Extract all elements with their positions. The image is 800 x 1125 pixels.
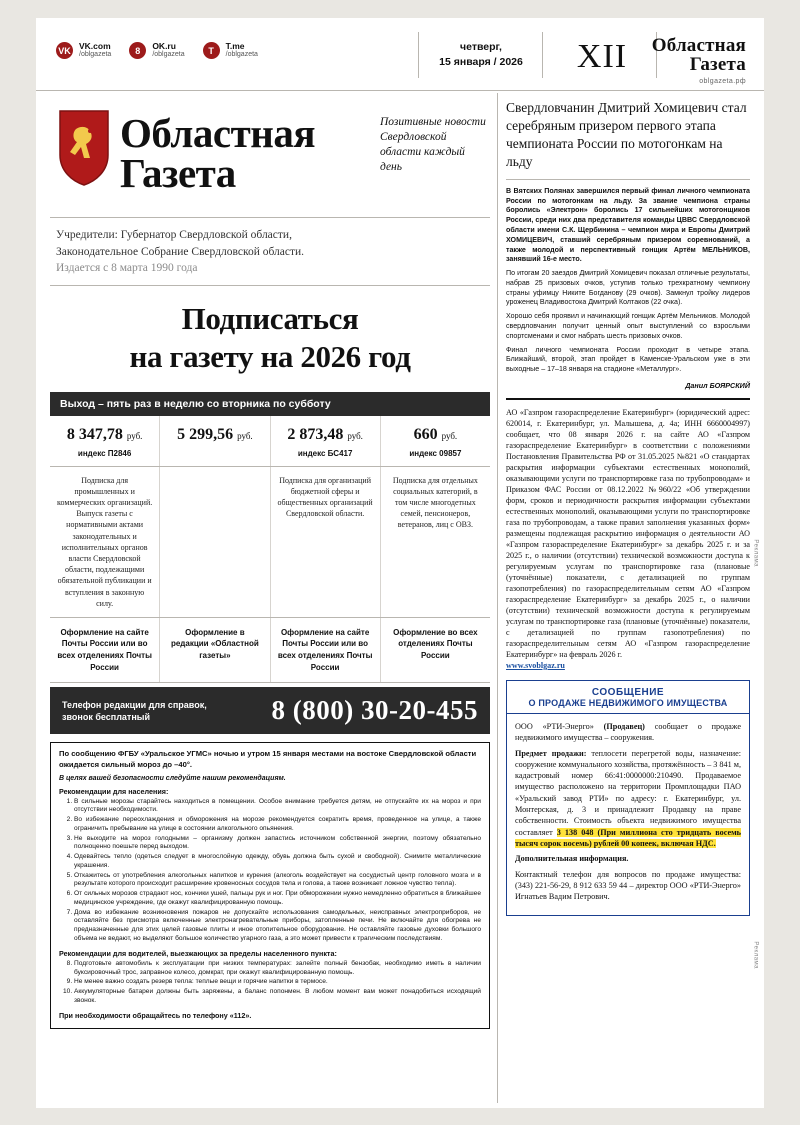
founders-block [50,218,490,283]
property-ad-intro [515,721,741,744]
divider-left [418,32,419,78]
subscription-headline [50,285,490,392]
subscription-method[interactable]: Оформление в редакции «Областной газеты» [160,618,270,682]
property-ad-seller: ООО «РТИ-Энерго» [515,721,604,731]
price-unit: руб. [347,430,363,441]
warning-item: 2. Во избежание переохлаждения и обморожения на морозе рекомендуется сократить время, проведенное на улице, а также ограничить пребывание на улице в состоянии алкогольного опьянения. [74,816,481,834]
social-handle-telegram: /oblgazeta [225,51,258,59]
editorial-phone-label [62,699,237,723]
vk-icon: VK [56,42,73,59]
social-name-ok: OK.ru [152,41,176,52]
masthead [50,97,490,218]
masthead-title-line2: Газета [120,150,236,197]
legal-link[interactable]: www.svoblgaz.ru [506,660,565,670]
property-ad-title-line1: СООБЩЕНИЕ [591,686,665,698]
masthead-title [120,110,316,197]
property-ad-contact: Контактный телефон для вопросов по продаже имущества: (343) 221-56-29, 8 912 633 59 44 – директор ООО «РТИ-Энерго» Игнатьев Вадим Петрович. [515,869,741,902]
warning-item: 5. Откажитесь от употребления алкогольных напитков и курения (алкоголь воздействует на сосудистый центр головного мозга и в результате которого происходит расширение кровеносных сосудов тела и голова, а также возникает ложное чувство тепла). [74,872,481,890]
legal-notice [506,407,750,671]
subscription-method[interactable]: Оформление на сайте Почты России или во всех отделениях Почты России [271,618,381,682]
legal-link-line [506,660,750,671]
social-links [56,42,258,59]
schedule-ribbon: Выход – пять раз в неделю со вторника по субботу [50,392,490,416]
warning-safety-note: В целях вашей безопасности следуйте нашим рекомендациям. [59,774,286,782]
warning-item: 8. Подготовьте автомобиль к эксплуатации при низких температурах: залейте полный бензобак, необходимо иметь в наличии буксировочный трос, заправное колесо, домкрат, при окажут квалифицированную помощь. [74,960,481,978]
property-ad-subject [515,748,741,850]
social-link-ok[interactable] [129,42,184,59]
page-columns [36,91,764,1108]
social-name-telegram: T.me [225,41,245,52]
property-ad-header [507,681,749,714]
warning-item: 1. В сильные морозы старайтесь находиться в помещении. Особое внимание требуется детям, не отпускайте их на мороз и при отсутствии необходимости. [74,798,481,816]
top-bar [36,18,764,91]
property-ad-extra-label: Дополнительная информация. [515,854,629,864]
article-paragraph: В Вятских Полянах завершился первый финал личного чемпионата России по мотогонкам на льду. За звание чемпиона страны боролись «Электрон» боролись 17 сильнейших мотогонщиков России, среди них два представителя команды ЦВВС Свердловской области имени С.К. Щербинина – чемпион мира и Европы Дмитрий ХОМИЦЕВИЧ, ставший серебряным призером соревнований, а также молодой и перспективный гонщик Артём МЕЛЬНИКОВ, занявший 16-е место. [506,186,750,264]
editorial-phone-label-line1: Телефон редакции для справок, [62,699,207,710]
social-link-telegram[interactable] [203,42,258,59]
price-amount: 5 299,56 [177,425,234,443]
newspaper-page [36,18,764,1108]
masthead-slogan: Позитивные новости Свердловской области каждый день [380,116,486,173]
founders-line2: Законодательное Собрание Свердловской области. [56,245,305,258]
property-ad-body [507,714,749,915]
social-link-vk[interactable] [56,42,111,59]
brand-small-line1: Областная [651,35,746,56]
ok-icon: 8 [129,42,146,59]
right-column [506,97,759,969]
warning-item: 10. Аккумуляторные батареи должны быть заряжены, а баланс попонмен. В любом момент вам может понадобиться исходящий звонок. [74,988,481,1006]
description-cell [160,467,270,617]
masthead-title-line1: Областная [120,110,316,156]
brand-site: oblgazeta.рф [699,77,746,85]
left-column [50,97,490,1029]
section-rule [506,398,750,400]
telegram-icon: T [203,42,220,59]
property-sale-ad [506,680,750,916]
editorial-phone-block [50,687,490,734]
warning-item: 6. От сильных морозов страдают нос, кончики ушей, пальцы рук и ног. При обморожении нужно немедленно обратиться в ближайшее медицинское учреждение, где окажут квалифицированную помощь. [74,890,481,908]
warning-population-list [59,798,481,944]
price-cell [381,416,490,466]
social-handle-vk: /oblgazeta [79,51,112,59]
brand-small-line2: Газета [689,54,746,76]
article-paragraph: Финал личного чемпионата России проходит в четыре этапа. Ближайший, второй, этап пройдет в Каменске-Уральском уже в эти выходные – 17–18 января на стадионе «Металлург». [506,345,750,374]
issue-number: XII [576,38,628,75]
social-name-vk: VK.com [79,41,111,52]
property-ad-seller-role: (Продавец) [603,721,645,731]
founders-line1: Учредители: Губернатор Свердловской области, [56,229,292,241]
property-ad-title-line2: О ПРОДАЖЕ НЕДВИЖИМОГО ИМУЩЕСТВА [528,697,728,708]
price-cell [50,416,160,466]
coat-of-arms-icon [56,109,112,187]
subscription-headline-line1: Подписаться [181,301,359,337]
warning-item: 7. Дома во избежание возникновения пожаров не допускайте использования самодельных, неисправных электроприборов, не оставляйте без присмотра включенные электронагревательные приборы, затопленные печи. Не включайте для обогрева не предназначенные для этих целей газовые плиты и иное отопительное оборудование. Не оставляйте газовые духовки большого объема не ведают, но выделяют большое количество угарного газа, а это может привести к трагическим последствиям. [74,909,481,944]
property-ad-subject-text: теплосети перегретой воды, назначение: сооружение коммунального хозяйства, протяжённость – 3 841 м, кадастровый номер 66:41:0000000:210490. Продаваемое имущество расположено на территории Промплощадки ПАО «Уральский завод РТИ» по адресу: г. Екатеринбург, ул. Монтерская, д. 3 и принадлежит Продавцу на праве собственности. Стоимость объекта недвижимого имущества составляет [515,748,741,837]
editorial-phone-number[interactable]: 8 (800) 30-20-455 [271,695,478,726]
article-paragraph: Хорошо себя проявил и начинающий гонщик Артём Мельников. Молодой свердловчанин получит ценный опыт выступлений со взрослыми спортсменами и смог набрать шесть призовых очков. [506,312,750,340]
subscription-methods-row [50,618,490,683]
price-index: индекс 09857 [409,448,462,458]
divider-right [542,32,543,78]
brand-small [652,36,746,85]
price-index: индекс П2846 [77,448,132,458]
price-cell [160,416,270,466]
description-row [50,467,490,618]
warning-item: 9. Не менее важно создать резерв тепла: теплые вещи и горячие напитки в термосе. [74,978,481,987]
price-amount: 660 [413,425,438,443]
founders-line3: Издается с 8 марта 1990 года [56,262,198,275]
description-cell: Подписка для промышленных и коммерческих организаций. Выпуск газеты с нормативными актами законодательных и исполнительных органов власти Свердловской области, подлежащими обязательной публикации и вступления в законную силу. [50,467,160,617]
description-cell: Подписка для отдельных социальных категорий, в том числе многодетных семей, пенсионеров, ветеранов, лиц с ОВЗ. [392,475,478,530]
column-divider [497,93,498,1103]
article-byline: Данил БОЯРСКИЙ [685,380,750,390]
price-cell [271,416,381,466]
property-ad-subject-label: Предмет продажи: [515,748,587,758]
warning-drivers-list [59,960,481,1006]
legal-paragraph [506,407,750,660]
price-unit: руб. [237,430,253,441]
property-ad-intro-rest: сообщает о продаже недвижимого имущества – сооружения. [515,721,741,743]
warning-headline: По сообщению ФГБУ «Уральское УГМС» ночью и утром 15 января местами на востоке Свердловской области ожидается сильный мороз до –40°. [59,749,477,769]
warning-population-title: Рекомендации для населения: [59,786,169,796]
issue-date-full: 15 января / 2026 [439,56,523,69]
subscription-headline-line2: на газету на 2026 год [129,338,411,374]
warning-item: 4. Одевайтесь тепло (одеться следует в многослойную одежду, обувь должна быть сухой и свободной). Снимите металлические украшения. [74,853,481,871]
issue-date-weekday: четверг, [460,41,502,53]
article-paragraph: По итогам 20 заездов Дмитрий Хомицевич показал отличные результаты, набрав 25 призовых очков, уступив только трехкратному чемпиону страны уфимцу Никите Богданову (29 очков). Замкнул тройку лидеров уроженец Владивостока Дмитрий Колтаков (22 очка). [506,269,750,307]
article-body [506,179,750,390]
price-unit: руб. [441,430,458,441]
subscription-method[interactable]: Оформление во всех отделениях Почты России [393,627,478,661]
social-handle-ok: /oblgazeta [152,51,185,59]
ad-label-vertical-1: Реклама [753,539,759,567]
editorial-phone-label-line2: звонок бесплатный [62,711,150,722]
warning-emergency-phone: При необходимости обращайтесь по телефону «112». [59,1010,252,1020]
weather-warning-box [50,742,490,1028]
subscription-method[interactable]: Оформление на сайте Почты России или во всех отделениях Почты России [50,618,160,682]
warning-item: 3. Не выходите на мороз голодными – организму должен запастись источником собственной энергии, поэтому обязательно полноценно поешьте перед выходом. [74,835,481,853]
legal-text: АО «Газпром газораспределение Екатеринбург» (юридический адрес: 620014, г. Екатеринбург, ул. Малышева, д. 4а; ИНН 6660004997) сообщает, что 08 января 2026 г. на сайте АО «Газпром газораспределение Екатеринбург» в соответствии с положениями Постановления Правительства РФ от 31.05.2025 №821 «О стандартах раскрытия информации субъектами естественных монополий, оказывающими услуги по транспортировке газа по трубопроводам» и Приказом ФАС России от 08.12.2022 №960/22 «Об утверждении форм, сроков и периодичности раскрытия информации субъектами естественных монополий, оказывающими услуги по транспортировке газа по трубопроводам, а также правил заполнения указанных форм» размещены подлежащая раскрытию информация о деятельности АО «Газпром газораспределение Екатеринбург» за декабрь 2025 г. и за 2025 г., о наличии (отсутствии) технической возможности доступа к регулируемым услугам по транспортировке газа (плановые (уточнённые) показатели, с детализацией по группам газопотребления) по газораспределительным сетям АО «Газпром газораспределение Екатеринбург» за декабрь 2025 г., о наличии (отсутствии) технической возможности доступа к регулируемым услугам по транспортировке газа (плановые (уточнённые) показатели, с детализацией по группам газопотребления) по газораспределительным сетям АО «Газпром газораспределение Екатеринбург» на февраль 2026 г. [506,407,750,659]
ad-label-vertical-2: Реклама [753,941,759,969]
price-row [50,416,490,467]
price-index: индекс БС417 [297,448,353,458]
description-cell: Подписка для организаций бюджетной сферы и общественных организаций Свердловской области. [271,467,381,617]
price-amount: 8 347,78 [66,425,123,443]
price-unit: руб. [126,430,143,441]
issue-date [431,40,531,70]
warning-drivers-title: Рекомендации для водителей, выезжающих за пределы населенного пункта: [59,948,337,958]
price-amount: 2 873,48 [287,425,344,443]
property-ad-extra [515,853,741,864]
property-ad-price: 3 138 048 (При миллиона сто тридцать восемь тысяч сорок восемь) рублей 00 копеек, включая НДС. [515,827,741,848]
article-headline[interactable]: Свердловчанин Дмитрий Хомицевич стал серебряным призером первого этапа чемпионата России по мотогонкам на льду [506,100,747,169]
